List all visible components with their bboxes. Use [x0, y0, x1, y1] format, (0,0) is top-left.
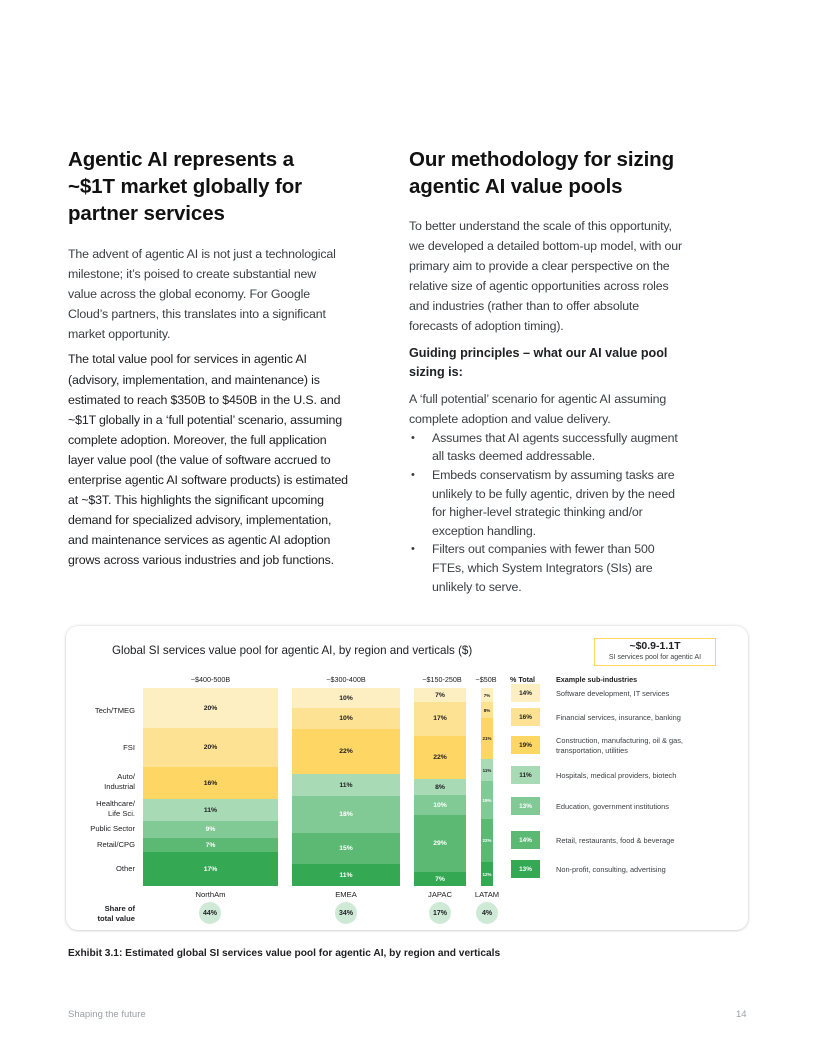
row-label-auto: Auto/ Industrial — [104, 772, 135, 791]
pct-total-swatch: 13% — [511, 797, 540, 815]
guiding-principles-heading: Guiding principles – what our AI value pool sizing is: — [409, 345, 668, 379]
bar-segment: 11% — [143, 799, 278, 821]
bar-segment: 29% — [414, 815, 466, 873]
bar-segment: 19% — [481, 781, 493, 819]
share-pill-japac: 17% — [429, 902, 451, 924]
bar-segment: 15% — [292, 833, 400, 864]
share-of-total-label — [55, 904, 135, 924]
sub-industry-text: Financial services, insurance, banking — [556, 712, 681, 722]
share-label-line: Share of — [104, 904, 135, 913]
bar-segment: 22% — [414, 736, 466, 780]
sub-industry-text: Software development, IT services — [556, 688, 670, 698]
left-paragraph-2: The total value pool for services in agentic AI (advisory, implementation, and maintenance) is estimated to reach $350B to $450B in the U.S. and ~$1T globally in a ‘full potential’ scenario, assuming complete adoption. Moreover, the full application layer value pool (the value of software accrued to enterprise agentic AI software products) is estimated at ~$3T. This highlights the significant upcoming demand for specialized advisory, implementation, and maintenance services as agentic AI adoption grows across various industries and job functions. — [68, 352, 348, 568]
row-label-healthcare: Healthcare/ Life Sci. — [96, 799, 135, 818]
bar-segment: 10% — [292, 708, 400, 729]
row-label-public-sector: Public Sector — [90, 824, 135, 833]
bar-segment: 20% — [143, 688, 278, 728]
row-label-retail: Retail/CPG — [97, 840, 135, 849]
bar-segment: 7% — [481, 688, 493, 702]
heading-line: Our methodology for sizing — [409, 148, 675, 171]
sub-industries-header: Example sub-industries — [556, 675, 638, 684]
bar-segment: 16% — [143, 767, 278, 799]
pct-total-swatch: 19% — [511, 736, 540, 754]
sub-industry-text: Education, government institutions — [556, 801, 669, 811]
bar-segment: 7% — [414, 872, 466, 886]
bar-segment: 22% — [292, 729, 400, 774]
sub-industry-text: Hospitals, medical providers, biotech — [556, 770, 677, 780]
bar-segment: 7% — [143, 838, 278, 852]
bar-segment: 8% — [481, 702, 493, 718]
bar-segment: 8% — [414, 779, 466, 795]
bar-emea — [292, 688, 400, 886]
row-label-tech: Tech/TMEG — [94, 706, 135, 715]
bar-northam — [143, 688, 278, 886]
heading-line: Agentic AI represents a — [68, 148, 294, 171]
bar-segment: 18% — [292, 796, 400, 833]
right-paragraph-1: To better understand the scale of this opportunity, we developed a detailed bottom-up model, with our primary aim to provide a clear perspective on the relative size of agentic opportunities across roles and industries (rather than to offer absolute forecasts of adoption timing). — [409, 219, 682, 334]
bar-latam — [481, 688, 493, 886]
bar-total-northam: ~$400-500B — [190, 675, 231, 684]
heading-line: partner services — [68, 202, 225, 225]
chart-title: Global SI services value pool for agentic AI, by region and verticals ($) — [112, 644, 473, 657]
page-number: 14 — [736, 1009, 747, 1020]
left-paragraph-1: The advent of agentic AI is not just a technological milestone; it’s poised to create substantial new value across the global economy. For Google Cloud’s partners, this translates into a significant market opportunity. — [68, 247, 336, 342]
footer-title: Shaping the future — [68, 1009, 146, 1020]
bar-segment: 10% — [414, 795, 466, 815]
heading-line: ~$1T market globally for — [68, 175, 303, 198]
total-value-label: SI services pool for agentic AI — [608, 654, 702, 661]
principle-item: • Assumes that AI agents successfully augment all tasks deemed addressable. — [409, 429, 689, 466]
share-pill-latam: 4% — [476, 902, 498, 924]
sub-industry-text: Construction, manufacturing, oil & gas, transportation, utilities — [556, 736, 683, 755]
heading-line: agentic AI value pools — [409, 175, 623, 198]
total-value-box — [594, 638, 716, 666]
bar-segment: 17% — [143, 852, 278, 886]
bar-segment: 21% — [481, 718, 493, 760]
bar-segment: 22% — [481, 819, 493, 863]
bar-total-japac: ~$150-250B — [422, 675, 462, 684]
pct-total-swatch: 16% — [511, 708, 540, 726]
bar-label-northam: NorthAm — [195, 890, 226, 899]
bar-segment: 11% — [481, 759, 493, 781]
principles-list — [409, 429, 689, 596]
bar-total-latam: ~$50B — [475, 675, 497, 684]
bar-segment: 11% — [292, 774, 400, 797]
principle-item: • Embeds conservatism by assuming tasks are unlikely to be fully agentic, driven by the need for higher-level strategic thinking and/or exception handling. — [409, 466, 689, 540]
bar-segment: 10% — [292, 688, 400, 709]
share-label-line: total value — [97, 914, 135, 923]
bar-segment: 9% — [143, 821, 278, 839]
left-column — [68, 146, 348, 571]
row-label-other: Other — [116, 864, 135, 873]
pct-total-swatch: 14% — [511, 684, 540, 702]
bar-segment: 20% — [143, 728, 278, 768]
share-pill-emea: 34% — [335, 902, 357, 924]
bar-total-emea: ~$300-400B — [326, 675, 366, 684]
bar-label-japac: JAPAC — [428, 890, 452, 899]
bar-segment: 7% — [414, 688, 466, 702]
right-column — [409, 146, 689, 596]
bar-segment: 12% — [481, 862, 493, 886]
chart-card — [66, 626, 748, 930]
bar-segment: 17% — [414, 702, 466, 736]
pct-total-swatch: 11% — [511, 766, 540, 784]
row-label-fsi: FSI — [123, 743, 135, 752]
right-heading — [409, 146, 689, 200]
guiding-intro: A ‘full potential’ scenario for agentic AI assuming complete adoption and value delivery. — [409, 391, 667, 426]
total-value: ~$0.9-1.1T — [629, 640, 681, 652]
pct-total-swatch: 14% — [511, 831, 540, 849]
bar-japac — [414, 688, 466, 886]
bar-segment: 11% — [292, 864, 400, 887]
principle-item: • Filters out companies with fewer than 500 FTEs, which System Integrators (SIs) are unlikely to serve. — [409, 540, 689, 596]
sub-industry-text: Retail, restaurants, food & beverage — [556, 835, 675, 845]
exhibit-caption: Exhibit 3.1: Estimated global SI services value pool for agentic AI, by region and verticals — [68, 948, 501, 959]
bar-label-emea: EMEA — [335, 890, 357, 899]
bar-label-latam: LATAM — [474, 890, 500, 899]
pct-total-header: % Total — [510, 675, 536, 684]
share-pill-northam: 44% — [199, 902, 221, 924]
pct-total-swatch: 13% — [511, 860, 540, 878]
left-heading — [68, 146, 348, 227]
sub-industry-text: Non-profit, consulting, advertising — [556, 864, 666, 874]
